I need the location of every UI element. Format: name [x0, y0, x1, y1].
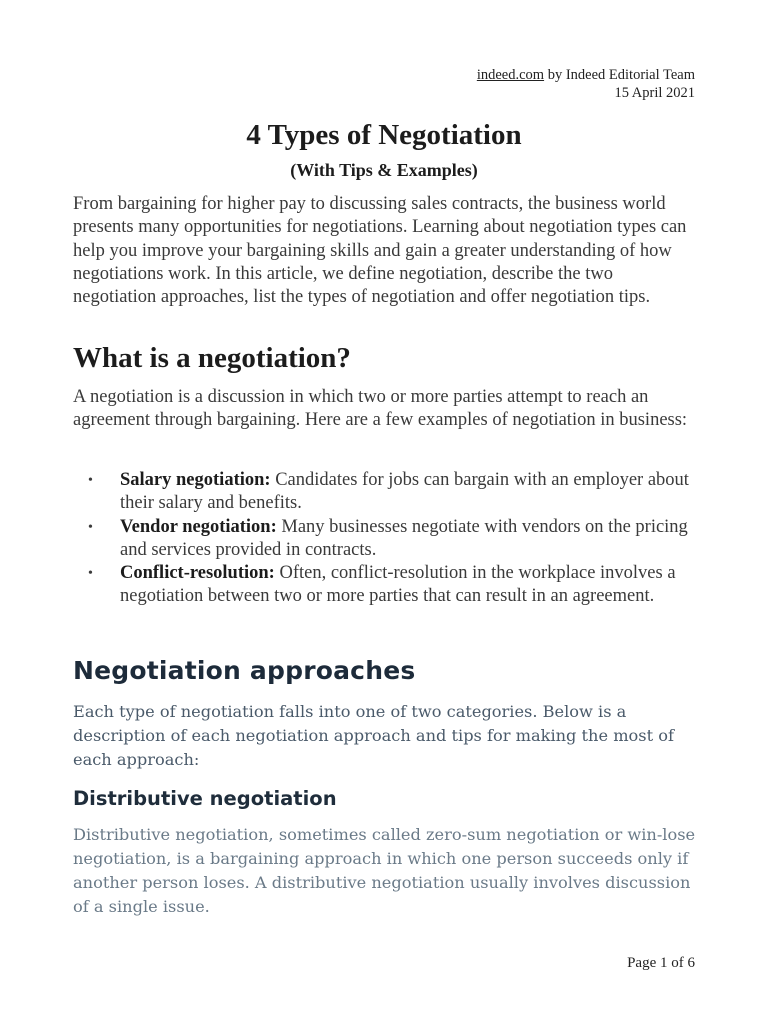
list-item-term: Salary negotiation: — [120, 470, 271, 490]
list-item — [73, 516, 699, 563]
page-indicator: Page 1 of 6 — [627, 955, 695, 971]
source-byline: by Indeed Editorial Team — [544, 67, 695, 83]
section-approaches-body — [73, 700, 699, 772]
list-item — [73, 562, 699, 609]
source-line — [477, 66, 695, 84]
list-item — [73, 469, 699, 516]
subsection-distributive-body — [73, 823, 699, 919]
section-heading-approaches: Negotiation approaches — [73, 656, 416, 685]
subsection-heading-distributive: Distributive negotiation — [73, 787, 337, 810]
distributive-paragraph: Distributive negotiation, sometimes called zero-sum negotiation or win-lose negotiation, is a bargaining approach in which one person succeeds only if another person loses. A distributive negotiation usually involves discussion of a single issue. — [73, 825, 696, 916]
section-approaches — [73, 655, 699, 687]
section-what-is-body — [73, 386, 699, 433]
source-attribution — [477, 66, 695, 102]
bullet-icon: • — [88, 473, 93, 488]
intro-section — [73, 193, 699, 309]
list-item-text: Often, conflict-resolution in the workplace involves a negotiation between two or more parties that can result in an agreement. — [120, 563, 676, 607]
definition-paragraph: A negotiation is a discussion in which two or more parties attempt to reach an agreement through bargaining. Here are a few examples of negotiation in business: — [73, 387, 688, 431]
source-link[interactable]: indeed.com — [476, 67, 545, 83]
list-item-text: Many businesses negotiate with vendors on the pricing and services provided in contracts. — [120, 516, 688, 560]
intro-paragraph: From bargaining for higher pay to discussing sales contracts, the business world presents many opportunities for negotiations. Learning about negotiation types can help you improve your bargaining skills and gain a greater understanding of how negotiations work. In this article, we define negotiation, describe the two negotiation approaches, list the types of negotiation and offer negotiation tips. — [73, 194, 687, 308]
page-title: 4 Types of Negotiation — [246, 119, 522, 151]
bullet-icon: • — [88, 566, 93, 582]
section-heading-what-is: What is a negotiation? — [73, 342, 351, 374]
list-item-term: Conflict-resolution: — [120, 563, 275, 584]
publish-date: 15 April 2021 — [614, 85, 695, 101]
section-what-is — [73, 341, 699, 375]
list-item-text: Candidates for jobs can bargain with an employer about their salary and benefits. — [120, 470, 689, 514]
examples-list — [73, 469, 699, 609]
approaches-paragraph: Each type of negotiation falls into one of two categories. Below is a description of each negotiation approach and tips for making the most of each approach: — [73, 702, 675, 769]
list-item-term: Vendor negotiation: — [120, 516, 277, 537]
subsection-distributive — [73, 786, 699, 812]
bullet-icon: • — [88, 519, 93, 535]
page-subtitle: (With Tips & Examples) — [290, 160, 478, 180]
